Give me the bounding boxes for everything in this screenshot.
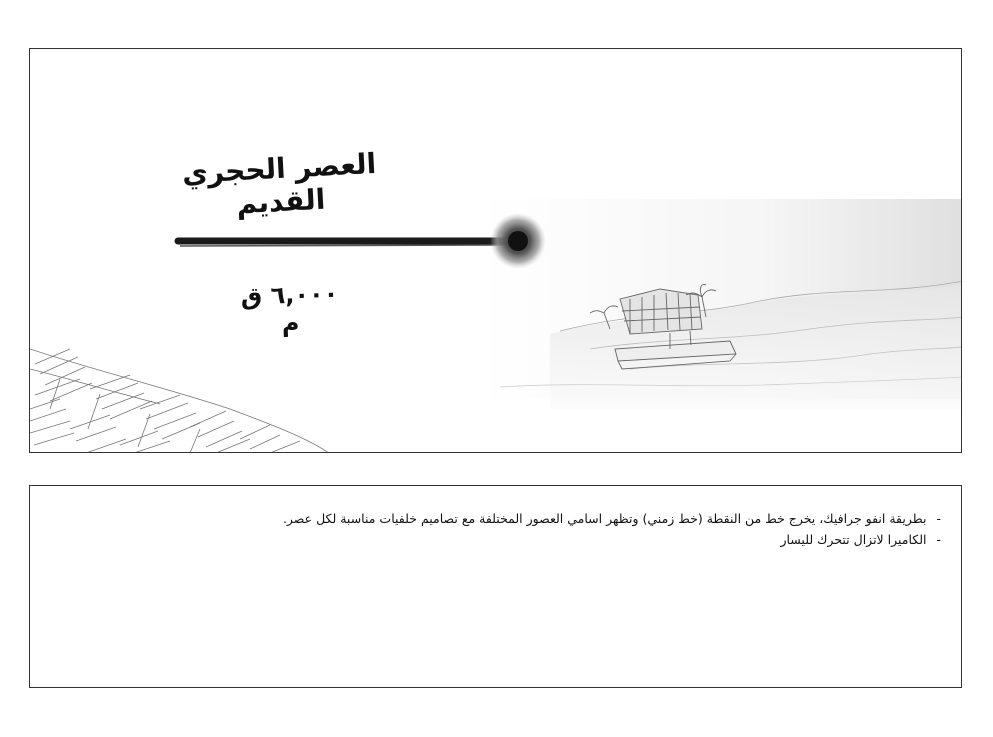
foreground-rock-sketch [30,349,330,453]
note-bullet: - [936,511,941,526]
sketch-illustration [30,49,962,453]
era-title: العصر الحجري القديم [181,146,377,221]
note-text: الكاميرا لاتزال تتحرك لليسار [780,532,927,547]
notes-list [283,508,941,550]
notes-panel [29,485,962,688]
note-text: بطريقة انفو جرافيك، يخرج خط من النقطة (خط زمني) وتظهر اسامي العصور المختلفة مع تصاميم خلفيات مناسبة لكل عصر. [282,511,927,526]
note-item [283,508,941,529]
note-bullet: - [936,532,941,547]
note-item [283,529,941,550]
storyboard-panel [29,48,962,453]
era-date: ٦,٠٠٠ ق م [240,279,339,338]
